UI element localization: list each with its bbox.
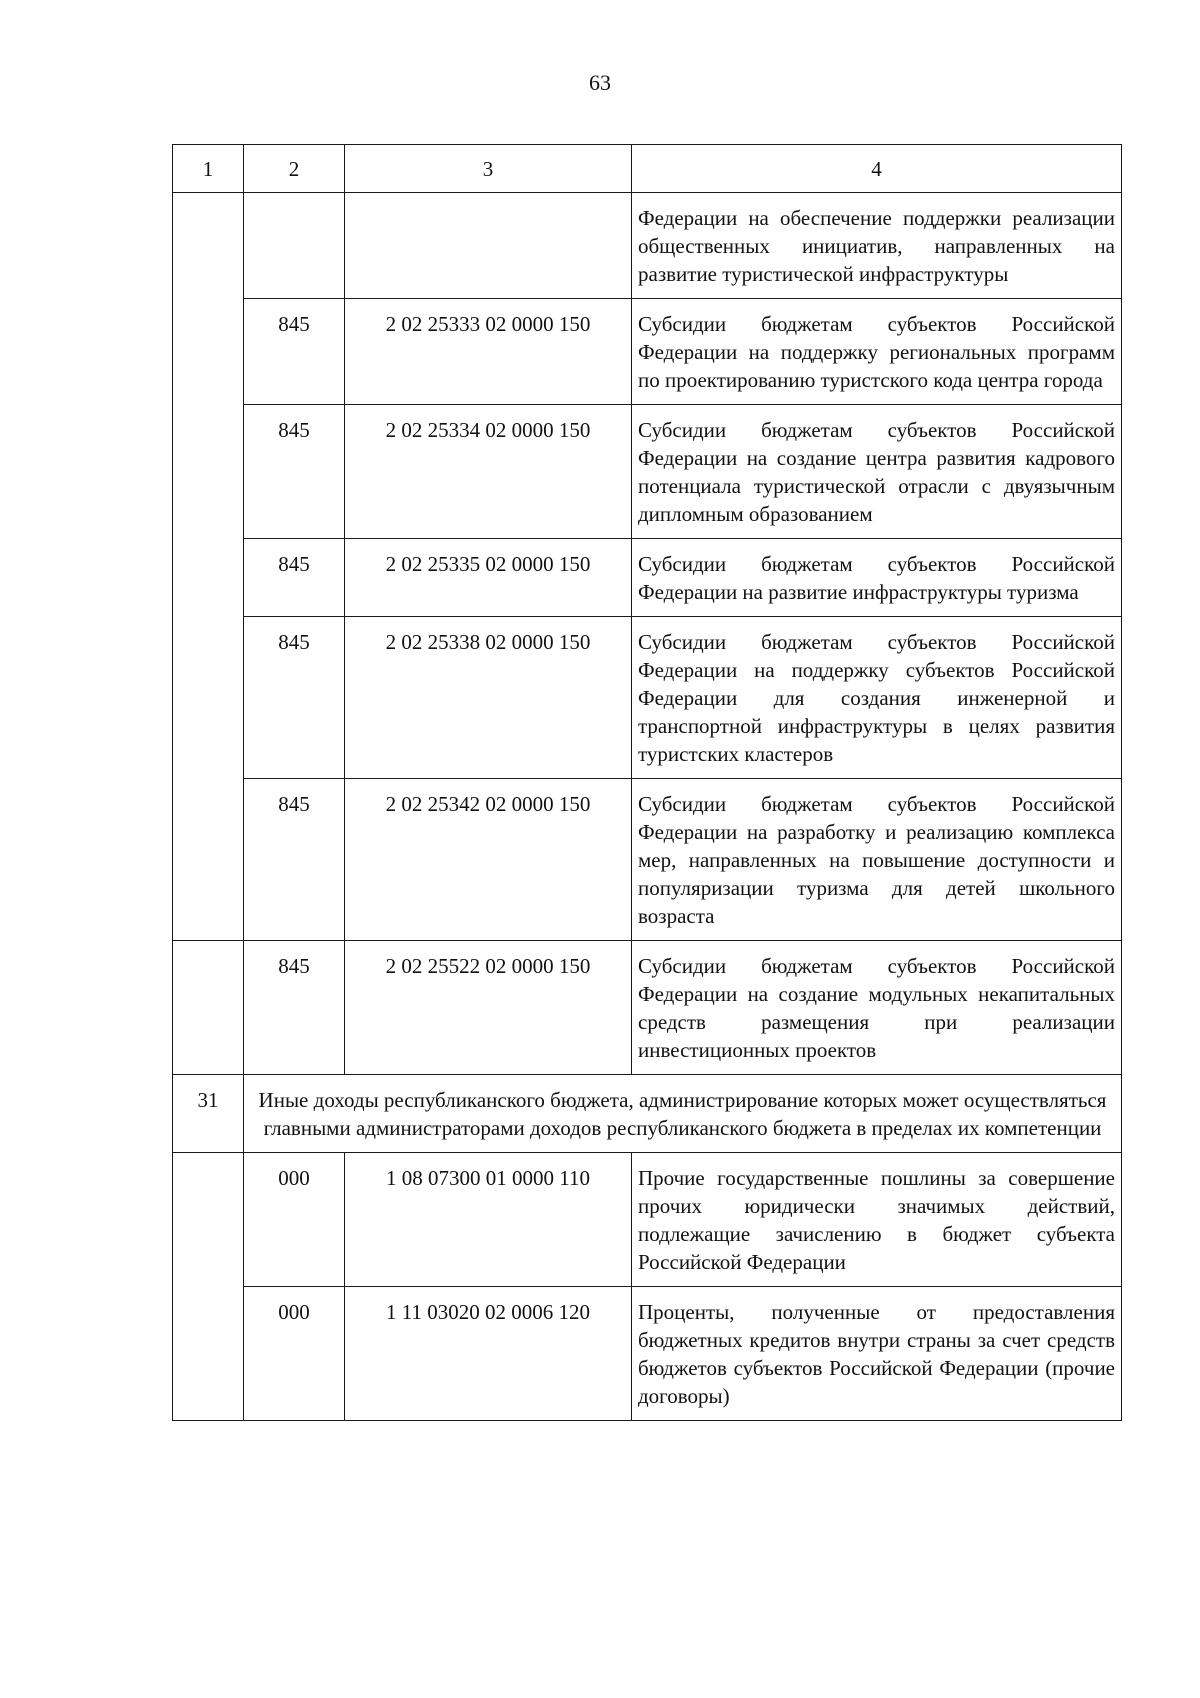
- number-cell: [173, 941, 244, 1075]
- name-cell: Субсидии бюджетам субъектов Российской Федерации на создание центра развития кадрового потенциала туристической отрасли с двуязычным дипломным образованием: [632, 405, 1122, 539]
- section-title: Иные доходы республиканского бюджета, администрирование которых может осуществляться главными администраторами доходов республиканского бюджета в пределах их компетенции: [244, 1075, 1122, 1153]
- header-col-1: 1: [173, 145, 244, 193]
- code-cell: 1 08 07300 01 0000 110: [345, 1153, 632, 1287]
- revenue-codes-table: [172, 144, 1122, 1421]
- admin-cell: 845: [244, 299, 345, 405]
- name-cell: Субсидии бюджетам субъектов Российской Федерации на поддержку субъектов Российской Федерации для создания инженерной и транспортной инфраструктуры в целях развития туристских кластеров: [632, 617, 1122, 779]
- name-cell: Субсидии бюджетам субъектов Российской Федерации на разработку и реализацию комплекса мер, направленных на повышение доступности и популяризации туризма для детей школьного возраста: [632, 779, 1122, 941]
- table-row: [173, 405, 1122, 539]
- name-cell: Прочие государственные пошлины за совершение прочих юридически значимых действий, подлежащие зачислению в бюджет субъекта Российской Федерации: [632, 1153, 1122, 1287]
- header-col-3: 3: [345, 145, 632, 193]
- code-cell: 2 02 25342 02 0000 150: [345, 779, 632, 941]
- admin-cell: 845: [244, 779, 345, 941]
- table-row: [173, 539, 1122, 617]
- admin-cell: 845: [244, 617, 345, 779]
- code-cell: 1 11 03020 02 0006 120: [345, 1287, 632, 1421]
- code-cell: 2 02 25522 02 0000 150: [345, 941, 632, 1075]
- table-row: [173, 1153, 1122, 1287]
- section-number: 31: [173, 1075, 244, 1153]
- code-cell: 2 02 25335 02 0000 150: [345, 539, 632, 617]
- name-cell: Субсидии бюджетам субъектов Российской Федерации на поддержку региональных программ по проектированию туристского кода центра города: [632, 299, 1122, 405]
- name-cell: Федерации на обеспечение поддержки реализации общественных инициатив, направленных на развитие туристической инфраструктуры: [632, 193, 1122, 299]
- admin-cell: 845: [244, 405, 345, 539]
- name-cell: Субсидии бюджетам субъектов Российской Федерации на развитие инфраструктуры туризма: [632, 539, 1122, 617]
- code-cell: 2 02 25334 02 0000 150: [345, 405, 632, 539]
- table-row: [173, 941, 1122, 1075]
- header-col-2: 2: [244, 145, 345, 193]
- header-col-4: 4: [632, 145, 1122, 193]
- table-header-row: [173, 145, 1122, 193]
- name-cell: Субсидии бюджетам субъектов Российской Федерации на создание модульных некапитальных средств размещения при реализации инвестиционных проектов: [632, 941, 1122, 1075]
- admin-cell: [244, 193, 345, 299]
- table-row: [173, 193, 1122, 299]
- section-row: [173, 1075, 1122, 1153]
- code-cell: [345, 193, 632, 299]
- table-row: [173, 1287, 1122, 1421]
- admin-cell: 845: [244, 539, 345, 617]
- merged-number-cell: [173, 1153, 244, 1421]
- admin-cell: 000: [244, 1153, 345, 1287]
- table-row: [173, 299, 1122, 405]
- admin-cell: 000: [244, 1287, 345, 1421]
- admin-cell: 845: [244, 941, 345, 1075]
- code-cell: 2 02 25338 02 0000 150: [345, 617, 632, 779]
- table-row: [173, 779, 1122, 941]
- code-cell: 2 02 25333 02 0000 150: [345, 299, 632, 405]
- merged-number-cell: [173, 193, 244, 941]
- page-number: 63: [589, 70, 611, 95]
- table-row: [173, 617, 1122, 779]
- name-cell: Проценты, полученные от предоставления бюджетных кредитов внутри страны за счет средств бюджетов субъектов Российской Федерации (прочие договоры): [632, 1287, 1122, 1421]
